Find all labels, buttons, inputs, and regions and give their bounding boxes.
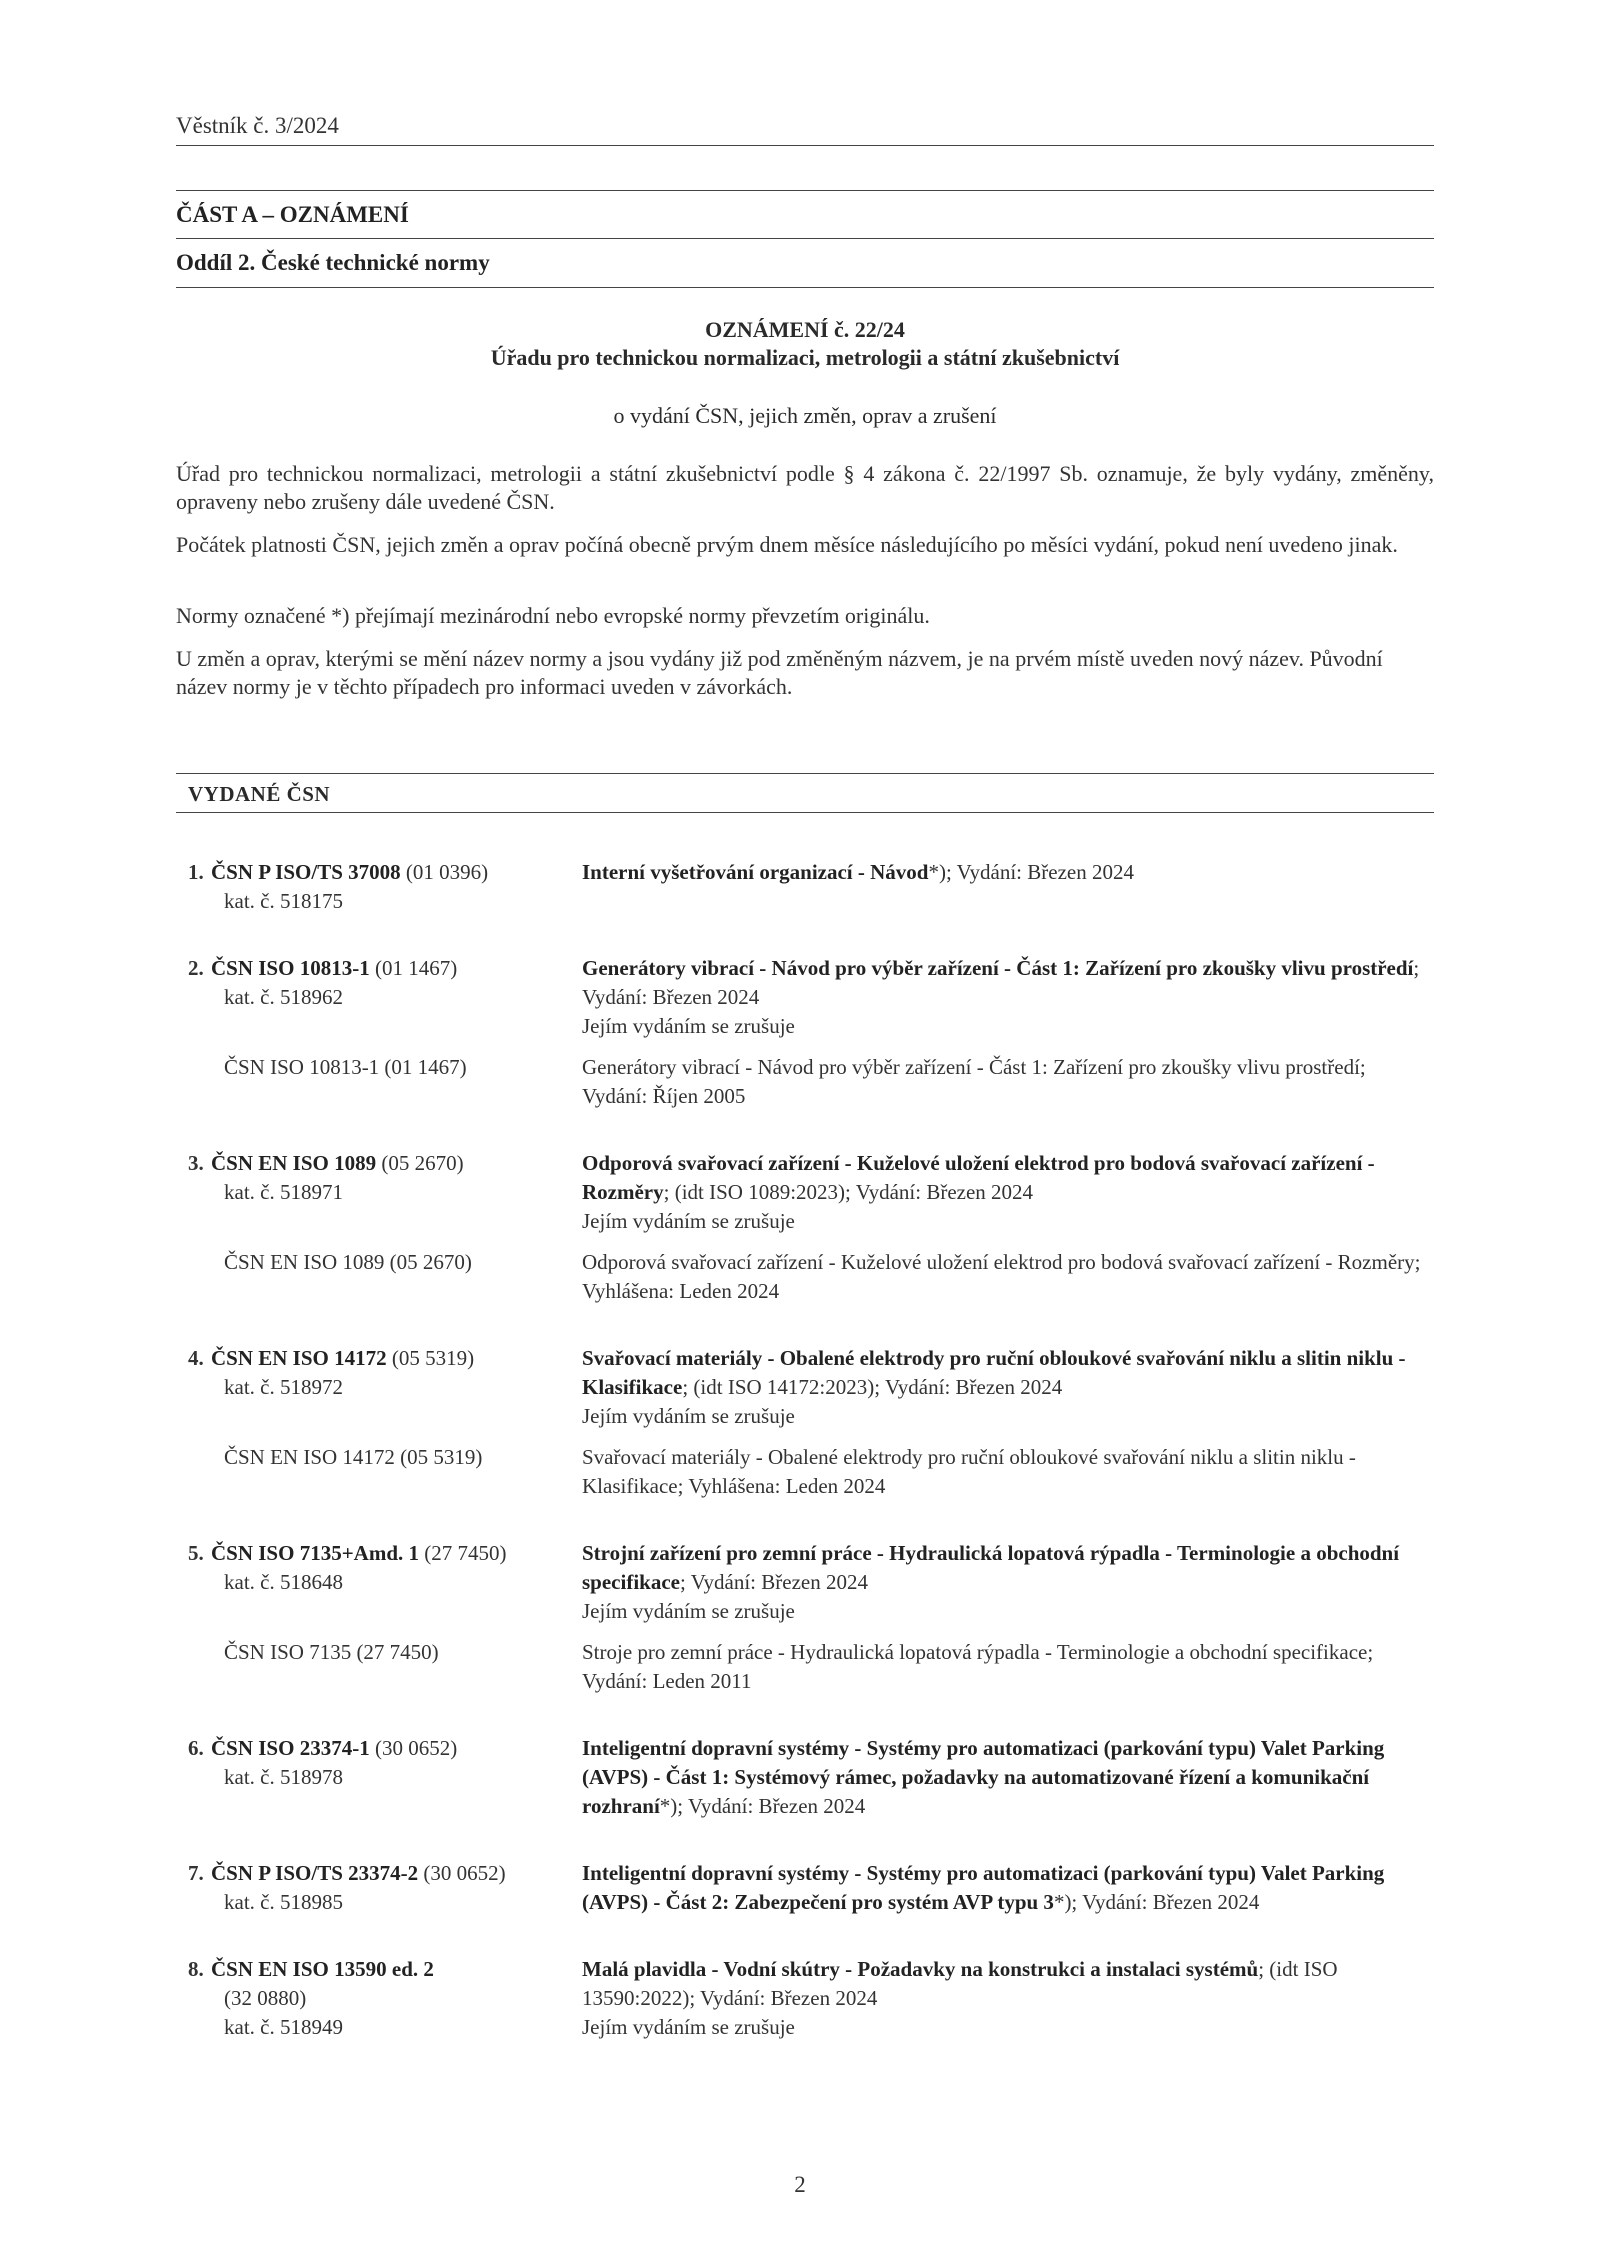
section-heading: Oddíl 2. České technické normy bbox=[176, 250, 490, 275]
standard-code: ČSN ISO 10813-1 bbox=[211, 956, 370, 980]
cancelled-description: Odporová svařovací zařízení - Kuželové uložení elektrod pro bodová svařovací zařízení - Rozměry; Vyhlášena: Leden 2024 bbox=[582, 1250, 1421, 1303]
standard-description bbox=[582, 1149, 1434, 1236]
paragraph: Normy označené *) přejímají mezinárodní nebo evropské normy převzetím originálu. bbox=[176, 603, 930, 628]
standard-details: ; (idt ISO 13590:2022); Vydání: Březen 2024 bbox=[582, 1957, 1338, 2010]
standard-title: Generátory vibrací - Návod pro výběr zařízení - Část 1: Zařízení pro zkoušky vlivu prostředí bbox=[582, 956, 1414, 980]
cancels-note: Jejím vydáním se zrušuje bbox=[582, 1209, 795, 1233]
classification: (32 0880) bbox=[224, 1986, 307, 2010]
standard-item bbox=[188, 1734, 1434, 1821]
standard-description bbox=[582, 1955, 1434, 2042]
standard-details: ; (idt ISO 1089:2023); Vydání: Březen 2024 bbox=[663, 1180, 1034, 1204]
cancelled-code: ČSN EN ISO 1089 (05 2670) bbox=[224, 1250, 472, 1274]
standard-title: Strojní zařízení pro zemní práce - Hydraulická lopatová rýpadla - Terminologie a obchodní specifikace bbox=[582, 1541, 1400, 1594]
classification: (05 5319) bbox=[391, 1346, 475, 1370]
part-heading: ČÁST A – OZNÁMENÍ bbox=[176, 202, 409, 227]
standard-code: ČSN ISO 23374-1 bbox=[211, 1736, 370, 1760]
standard-item bbox=[188, 1149, 1434, 1306]
standard-description bbox=[582, 1539, 1434, 1626]
item-number: 5. bbox=[188, 1541, 204, 1565]
notice-authority: Úřadu pro technickou normalizaci, metrologii a státní zkušebnictví bbox=[490, 345, 1120, 370]
standard-title: Inteligentní dopravní systémy - Systémy pro automatizaci (parkování typu) Valet Parking (AVPS) - Část 1: Systémový rámec, požadavky na automatizované řízení a komunikační rozhraní bbox=[582, 1736, 1385, 1818]
cancelled-code: ČSN EN ISO 14172 (05 5319) bbox=[224, 1445, 483, 1469]
cancels-note: Jejím vydáním se zrušuje bbox=[582, 2015, 795, 2039]
paragraph: Počátek platnosti ČSN, jejich změn a oprav počíná obecně prvým dnem měsíce následujícího po měsíci vydání, pokud není uvedeno jinak. bbox=[176, 532, 1398, 557]
standard-item bbox=[188, 1859, 1434, 1917]
standard-item bbox=[188, 1344, 1434, 1501]
catalog-number: kat. č. 518978 bbox=[224, 1765, 343, 1789]
standard-details: ; (idt ISO 14172:2023); Vydání: Březen 2024 bbox=[682, 1375, 1063, 1399]
issued-heading: VYDANÉ ČSN bbox=[188, 782, 331, 806]
catalog-number: kat. č. 518949 bbox=[224, 2015, 343, 2039]
page-number: 2 bbox=[794, 2172, 806, 2197]
standard-code: ČSN EN ISO 13590 ed. 2 bbox=[211, 1957, 434, 1981]
divider bbox=[176, 773, 1434, 774]
standard-ident bbox=[188, 1734, 582, 1821]
cancelled-code: ČSN ISO 10813-1 (01 1467) bbox=[224, 1055, 467, 1079]
standard-description bbox=[582, 1344, 1434, 1431]
standard-code: ČSN ISO 7135+Amd. 1 bbox=[211, 1541, 420, 1565]
notice-title: OZNÁMENÍ č. 22/24 bbox=[705, 317, 905, 342]
paragraph: Úřad pro technickou normalizaci, metrologii a státní zkušebnictví podle § 4 zákona č. 22/1997 Sb. oznamuje, že byly vydány, změněny, opraveny nebo zrušeny dále uvedené ČSN. bbox=[176, 461, 1434, 514]
catalog-number: kat. č. 518985 bbox=[224, 1890, 343, 1914]
catalog-number: kat. č. 518962 bbox=[224, 985, 343, 1009]
catalog-number: kat. č. 518648 bbox=[224, 1570, 343, 1594]
standard-title: Inteligentní dopravní systémy - Systémy pro automatizaci (parkování typu) Valet Parking (AVPS) - Část 2: Zabezpečení pro systém AVP typu 3 bbox=[582, 1861, 1385, 1914]
item-number: 8. bbox=[188, 1957, 204, 1981]
standard-description bbox=[582, 954, 1434, 1041]
notice-subject: o vydání ČSN, jejich změn, oprav a zrušení bbox=[613, 403, 997, 428]
standard-details: *); Vydání: Březen 2024 bbox=[659, 1794, 866, 1818]
classification: (27 7450) bbox=[424, 1541, 507, 1565]
cancelled-ident bbox=[188, 1053, 582, 1111]
paragraph: U změn a oprav, kterými se mění název normy a jsou vydány již pod změněným názvem, je na prvém místě uveden nový název. Původní název normy je v těchto případech pro informaci uveden v závorkách. bbox=[176, 646, 1383, 699]
cancelled-description: Svařovací materiály - Obalené elektrody pro ruční obloukové svařování niklu a slitin niklu - Klasifikace; Vyhlášena: Leden 2024 bbox=[582, 1445, 1356, 1498]
standard-ident bbox=[188, 1149, 582, 1236]
standard-description bbox=[582, 1859, 1434, 1917]
item-number: 4. bbox=[188, 1346, 204, 1370]
classification: (05 2670) bbox=[381, 1151, 464, 1175]
standard-details: ; Vydání: Březen 2024 bbox=[582, 956, 1420, 1009]
cancels-note: Jejím vydáním se zrušuje bbox=[582, 1014, 795, 1038]
classification: (01 1467) bbox=[374, 956, 458, 980]
item-number: 1. bbox=[188, 860, 204, 884]
standard-ident bbox=[188, 1344, 582, 1431]
item-number: 2. bbox=[188, 956, 204, 980]
standard-code: ČSN EN ISO 1089 bbox=[211, 1151, 377, 1175]
standard-description bbox=[582, 1734, 1434, 1821]
standard-details: ; Vydání: Březen 2024 bbox=[679, 1570, 868, 1594]
standard-ident bbox=[188, 1859, 582, 1917]
standard-ident bbox=[188, 954, 582, 1041]
cancelled-ident bbox=[188, 1443, 582, 1501]
divider bbox=[176, 287, 1434, 288]
item-number: 7. bbox=[188, 1861, 204, 1885]
standard-item bbox=[188, 1539, 1434, 1696]
standard-details: *); Vydání: Březen 2024 bbox=[1053, 1890, 1260, 1914]
standard-description bbox=[582, 858, 1434, 916]
standard-item bbox=[188, 1955, 1434, 2042]
standard-code: ČSN P ISO/TS 37008 bbox=[211, 860, 401, 884]
standard-item bbox=[188, 858, 1434, 916]
divider bbox=[176, 190, 1434, 191]
cancelled-ident bbox=[188, 1638, 582, 1696]
standard-title: Svařovací materiály - Obalené elektrody pro ruční obloukové svařování niklu a slitin niklu - Klasifikace bbox=[582, 1346, 1406, 1399]
bulletin-header: Věstník č. 3/2024 bbox=[176, 113, 339, 138]
divider bbox=[176, 812, 1434, 813]
divider bbox=[176, 145, 1434, 146]
item-number: 3. bbox=[188, 1151, 204, 1175]
standard-title: Odporová svařovací zařízení - Kuželové uložení elektrod pro bodová svařovací zařízení - Rozměry bbox=[582, 1151, 1375, 1204]
standard-item bbox=[188, 954, 1434, 1111]
standard-ident bbox=[188, 1955, 582, 2042]
standard-title: Interní vyšetřování organizací - Návod bbox=[582, 860, 929, 884]
standard-code: ČSN P ISO/TS 23374-2 bbox=[211, 1861, 419, 1885]
standard-ident bbox=[188, 858, 582, 916]
catalog-number: kat. č. 518971 bbox=[224, 1180, 343, 1204]
divider bbox=[176, 238, 1434, 239]
standard-code: ČSN EN ISO 14172 bbox=[211, 1346, 387, 1370]
cancelled-description: Generátory vibrací - Návod pro výběr zařízení - Část 1: Zařízení pro zkoušky vlivu prostředí; Vydání: Říjen 2005 bbox=[582, 1055, 1366, 1108]
catalog-number: kat. č. 518175 bbox=[224, 889, 343, 913]
classification: (01 0396) bbox=[405, 860, 489, 884]
cancelled-code: ČSN ISO 7135 (27 7450) bbox=[224, 1640, 439, 1664]
cancelled-description: Stroje pro zemní práce - Hydraulická lopatová rýpadla - Terminologie a obchodní specifikace; Vydání: Leden 2011 bbox=[582, 1640, 1374, 1693]
cancels-note: Jejím vydáním se zrušuje bbox=[582, 1404, 795, 1428]
catalog-number: kat. č. 518972 bbox=[224, 1375, 343, 1399]
classification: (30 0652) bbox=[423, 1861, 506, 1885]
cancels-note: Jejím vydáním se zrušuje bbox=[582, 1599, 795, 1623]
standards-list bbox=[188, 858, 1434, 2080]
cancelled-ident bbox=[188, 1248, 582, 1306]
standard-title: Malá plavidla - Vodní skútry - Požadavky na konstrukci a instalaci systémů bbox=[582, 1957, 1259, 1981]
standard-details: *); Vydání: Březen 2024 bbox=[928, 860, 1134, 884]
standard-ident bbox=[188, 1539, 582, 1626]
classification: (30 0652) bbox=[374, 1736, 458, 1760]
item-number: 6. bbox=[188, 1736, 204, 1760]
